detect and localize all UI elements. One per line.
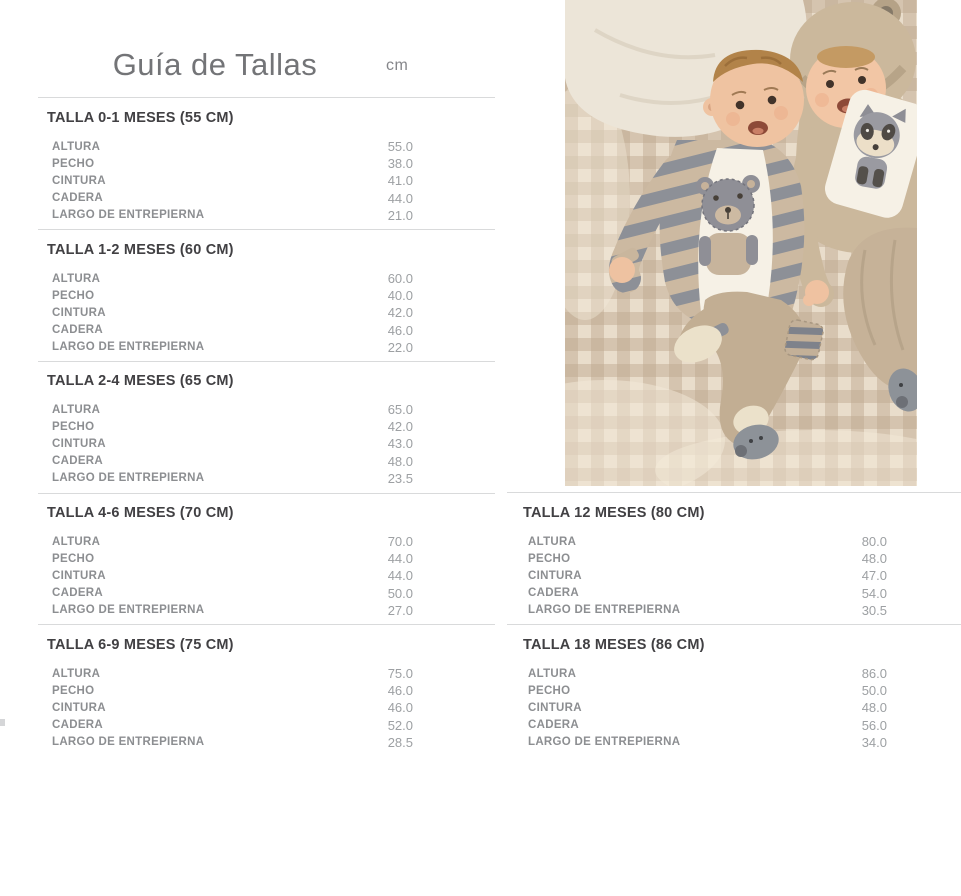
size-section-2-4-meses [38,373,495,487]
size-section-title: TALLA 1-2 MESES (60 CM) [47,242,234,258]
measure-value: 48.0 [387,453,413,469]
measure-label: PECHO [528,552,571,565]
size-section-title: TALLA 12 MESES (80 CM) [523,505,705,521]
measure-label: ALTURA [528,667,577,680]
section-divider [38,624,495,625]
measure-value: 44.0 [387,190,413,206]
measure-label: LARGO DE ENTREPIERNA [52,209,205,222]
size-section-title: TALLA 2-4 MESES (65 CM) [47,373,234,389]
measure-label: ALTURA [52,535,101,548]
measure-value: 75.0 [387,666,413,682]
measure-value: 47.0 [861,568,887,584]
measure-label: CINTURA [52,701,106,714]
measure-value: 50.0 [387,585,413,601]
measure-row [52,470,413,487]
measure-label: CADERA [52,192,103,205]
measure-label: ALTURA [52,272,101,285]
measure-value: 34.0 [861,734,887,750]
measure-row [528,550,887,567]
measure-value: 23.5 [387,470,413,486]
measure-value: 70.0 [387,534,413,550]
size-section-1-2-meses [38,242,495,356]
unit-label: cm [386,57,409,74]
header-divider [38,97,495,98]
measure-value: 56.0 [861,717,887,733]
measure-value: 48.0 [861,700,887,716]
measure-row [52,602,413,619]
measure-label: PECHO [52,157,95,170]
measure-row [52,567,413,584]
product-photo [565,0,917,486]
measure-row [52,155,413,172]
measure-label: CADERA [528,587,579,600]
measure-value: 22.0 [387,339,413,355]
measure-row [528,717,887,734]
size-section-4-6-meses [38,505,495,619]
measure-label: CINTURA [52,174,106,187]
measure-value: 54.0 [861,585,887,601]
measure-row [52,418,413,435]
measure-value: 41.0 [387,173,413,189]
measure-label: CADERA [528,719,579,732]
measure-value: 65.0 [387,402,413,418]
measure-value: 86.0 [861,666,887,682]
measure-value: 21.0 [387,207,413,223]
measure-value: 48.0 [861,551,887,567]
measure-value: 50.0 [861,683,887,699]
measure-row [528,699,887,716]
measure-label: PECHO [52,552,95,565]
size-section-title: TALLA 18 MESES (86 CM) [523,637,705,653]
measure-row [52,717,413,734]
measure-label: LARGO DE ENTREPIERNA [528,604,681,617]
measure-label: CADERA [52,719,103,732]
measure-label: PECHO [52,684,95,697]
measure-label: LARGO DE ENTREPIERNA [52,604,205,617]
size-section-title: TALLA 4-6 MESES (70 CM) [47,505,234,521]
measure-row [52,550,413,567]
measure-row [52,734,413,751]
measure-label: LARGO DE ENTREPIERNA [528,736,681,749]
section-divider [38,361,495,362]
measure-row [52,138,413,155]
measure-row [52,172,413,189]
measure-row [52,207,413,224]
measure-value: 46.0 [387,322,413,338]
edge-artifact-mark [0,719,5,726]
measure-row [52,322,413,339]
measure-label: PECHO [528,684,571,697]
measure-label: LARGO DE ENTREPIERNA [52,472,205,485]
measure-value: 27.0 [387,602,413,618]
size-section-18-meses [507,637,961,751]
measure-row [528,734,887,751]
measure-value: 60.0 [387,271,413,287]
measure-value: 55.0 [387,139,413,155]
measure-value: 80.0 [861,534,887,550]
size-section-12-meses [507,505,961,619]
section-divider [507,624,961,625]
measure-label: LARGO DE ENTREPIERNA [52,341,205,354]
measure-label: LARGO DE ENTREPIERNA [52,736,205,749]
measure-row [52,665,413,682]
measure-row [52,533,413,550]
section-divider [507,492,961,493]
measure-row [528,602,887,619]
measure-label: PECHO [52,289,95,302]
measure-value: 42.0 [387,419,413,435]
measure-row [528,533,887,550]
measure-row [52,699,413,716]
measure-value: 40.0 [387,288,413,304]
measure-label: CADERA [52,455,103,468]
measure-label: PECHO [52,420,95,433]
measure-value: 44.0 [387,568,413,584]
measure-value: 30.5 [861,602,887,618]
measure-label: CADERA [52,324,103,337]
measure-value: 43.0 [387,436,413,452]
measure-label: CADERA [52,587,103,600]
measure-label: ALTURA [52,403,101,416]
measure-row [52,270,413,287]
section-divider [38,229,495,230]
size-section-6-9-meses [38,637,495,751]
size-section-0-1-meses [38,110,495,224]
measure-row [52,585,413,602]
size-section-title: TALLA 6-9 MESES (75 CM) [47,637,234,653]
measure-label: CINTURA [52,437,106,450]
measure-value: 46.0 [387,700,413,716]
section-divider [38,493,495,494]
size-section-title: TALLA 0-1 MESES (55 CM) [47,110,234,126]
measure-label: CINTURA [52,569,106,582]
measure-row [528,682,887,699]
measure-row [52,287,413,304]
measure-label: CINTURA [528,569,582,582]
measure-value: 52.0 [387,717,413,733]
measure-value: 46.0 [387,683,413,699]
measure-row [52,401,413,418]
measure-label: ALTURA [52,667,101,680]
measure-label: CINTURA [52,306,106,319]
measure-value: 38.0 [387,156,413,172]
measure-row [528,567,887,584]
measure-row [52,190,413,207]
measure-row [52,682,413,699]
measure-value: 44.0 [387,551,413,567]
measure-label: ALTURA [52,140,101,153]
page-title: Guía de Tallas [112,47,318,82]
measure-row [528,665,887,682]
measure-row [52,435,413,452]
photo-illustration [565,0,917,486]
measure-row [52,339,413,356]
measure-value: 42.0 [387,305,413,321]
measure-label: ALTURA [528,535,577,548]
measure-label: CINTURA [528,701,582,714]
measure-value: 28.5 [387,734,413,750]
measure-row [528,585,887,602]
measure-row [52,304,413,321]
measure-row [52,453,413,470]
